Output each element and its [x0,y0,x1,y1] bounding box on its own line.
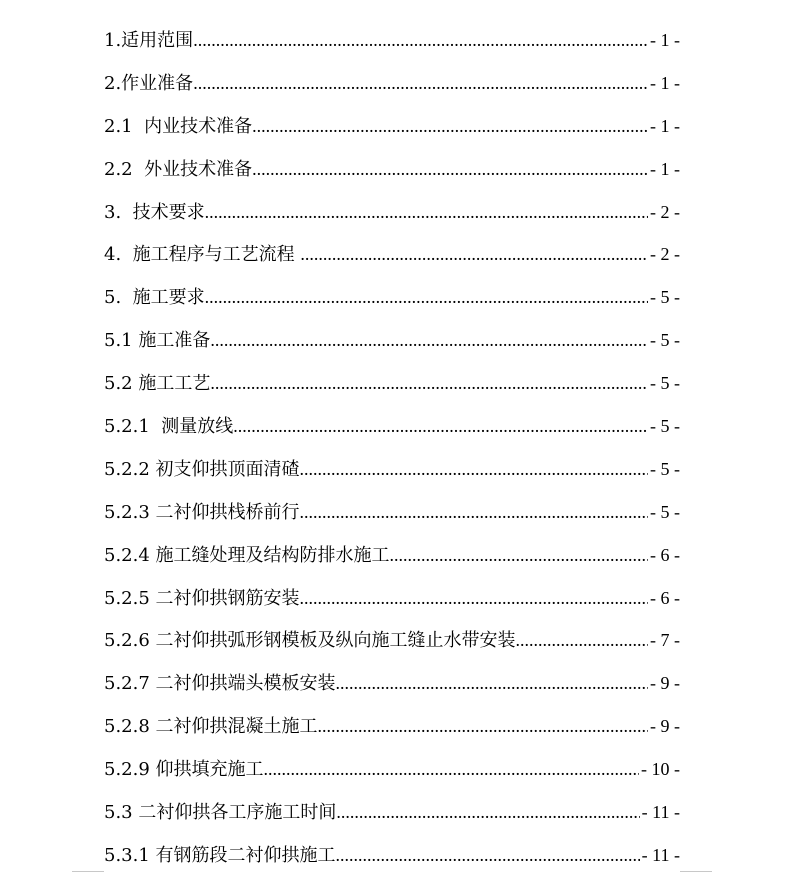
toc-page-number: - 9 - [650,673,680,694]
toc-page-number: - 10 - [641,759,680,780]
toc-dot-leader [300,494,648,530]
toc-entry-1[interactable] [104,22,680,65]
toc-entry-title: 5.3 二衬仰拱各工序施工时间 [104,802,337,824]
toc-entry-title: 5.2.4 施工缝处理及结构防排水施工 [104,544,390,566]
toc-entry-title: 5.2.3 二衬仰拱栈桥前行 [104,501,300,523]
toc-page-number: - 5 - [650,373,680,394]
toc-dot-leader [193,22,648,58]
toc-dot-leader [390,537,648,573]
toc-entry-5-2-9[interactable] [104,751,680,794]
toc-entry-title: 5.2.9 仰拱填充施工 [104,759,264,781]
toc-page-number: - 6 - [650,544,680,565]
page-corner-mark-right [680,871,712,872]
toc-entry-5-3-1[interactable] [104,837,680,880]
toc-entry-3[interactable] [104,194,680,237]
toc-entry-5-2-7[interactable] [104,665,680,708]
toc-entry-title: 2.2 外业技术准备 [104,158,253,180]
toc-page-number: - 5 - [650,416,680,437]
toc-entry-title: 5.2.6 二衬仰拱弧形钢模板及纵向施工缝止水带安装 [104,630,516,652]
toc-page-number: - 11 - [641,844,680,865]
toc-page-number: - 7 - [650,630,680,651]
toc-entry-4[interactable] [104,236,680,279]
toc-entry-5-2-3[interactable] [104,494,680,537]
toc-entry-title: 5.2.8 二衬仰拱混凝土施工 [104,716,318,738]
toc-entry-title: 5.2.5 二衬仰拱钢筋安装 [104,587,300,609]
toc-entry-5-2-8[interactable] [104,708,680,751]
toc-page-number: - 5 - [650,501,680,522]
toc-entry-title: 5.2 施工工艺 [104,373,211,395]
toc-entry-5-2[interactable] [104,365,680,408]
toc-page-number: - 1 - [650,30,680,50]
toc-entry-5-2-6[interactable] [104,622,680,665]
toc-page-number: - 1 - [650,158,680,179]
toc-entry-5-2-2[interactable] [104,451,680,494]
toc-dot-leader [318,708,648,744]
toc-entry-2-2[interactable] [104,151,680,194]
toc-dot-leader [205,194,648,230]
toc-dot-leader [336,794,639,830]
toc-dot-leader [300,451,648,487]
toc-page-number: - 11 - [641,802,680,823]
toc-dot-leader [336,837,640,873]
toc-dot-leader [300,580,648,616]
toc-entry-5-1[interactable] [104,322,680,365]
toc-page-number: - 5 - [650,458,680,479]
toc-dot-leader [210,322,648,358]
toc-entry-title: 5.2.7 二衬仰拱端头模板安装 [104,673,336,695]
toc-entry-5-3[interactable] [104,794,680,837]
toc-entry-5-2-1[interactable] [104,408,680,451]
toc-dot-leader [516,622,648,658]
toc-entry-5-2-4[interactable] [104,537,680,580]
toc-dot-leader [210,365,648,401]
toc-entry-5[interactable] [104,279,680,322]
toc-entry-2-1[interactable] [104,108,680,151]
toc-entry-title: 3. 技术要求 [104,201,205,223]
toc-page-number: - 2 - [650,201,680,222]
toc-entry-title: 4. 施工程序与工艺流程 [104,244,301,266]
toc-entry-title: 5. 施工要求 [104,287,205,309]
toc-entry-title: 5.2.1 测量放线 [104,416,234,438]
toc-entry-title: 2.作业准备 [104,72,194,94]
toc-entry-title: 2.1 内业技术准备 [104,115,253,137]
toc-entry-title: 5.1 施工准备 [104,330,211,352]
toc-dot-leader [205,279,648,315]
toc-dot-leader [264,751,639,787]
table-of-contents [104,22,680,880]
toc-page-number: - 1 - [650,115,680,136]
toc-entry-2[interactable] [104,65,680,108]
toc-entry-title: 1.适用范围 [104,30,194,51]
toc-entry-5-2-5[interactable] [104,580,680,623]
toc-dot-leader [252,151,648,187]
page-corner-mark-left [72,871,104,872]
toc-page-number: - 1 - [650,72,680,93]
toc-page-number: - 5 - [650,287,680,308]
toc-page-number: - 2 - [650,244,680,265]
toc-dot-leader [300,236,648,272]
toc-entry-title: 5.3.1 有钢筋段二衬仰拱施工 [104,844,336,866]
toc-page-number: - 5 - [650,330,680,351]
toc-dot-leader [193,65,648,101]
toc-dot-leader [233,408,648,444]
toc-dot-leader [336,665,648,701]
toc-entry-title: 5.2.2 初支仰拱顶面清碴 [104,458,300,480]
toc-dot-leader [252,108,648,144]
toc-page-number: - 6 - [650,587,680,608]
toc-page-number: - 9 - [650,716,680,737]
